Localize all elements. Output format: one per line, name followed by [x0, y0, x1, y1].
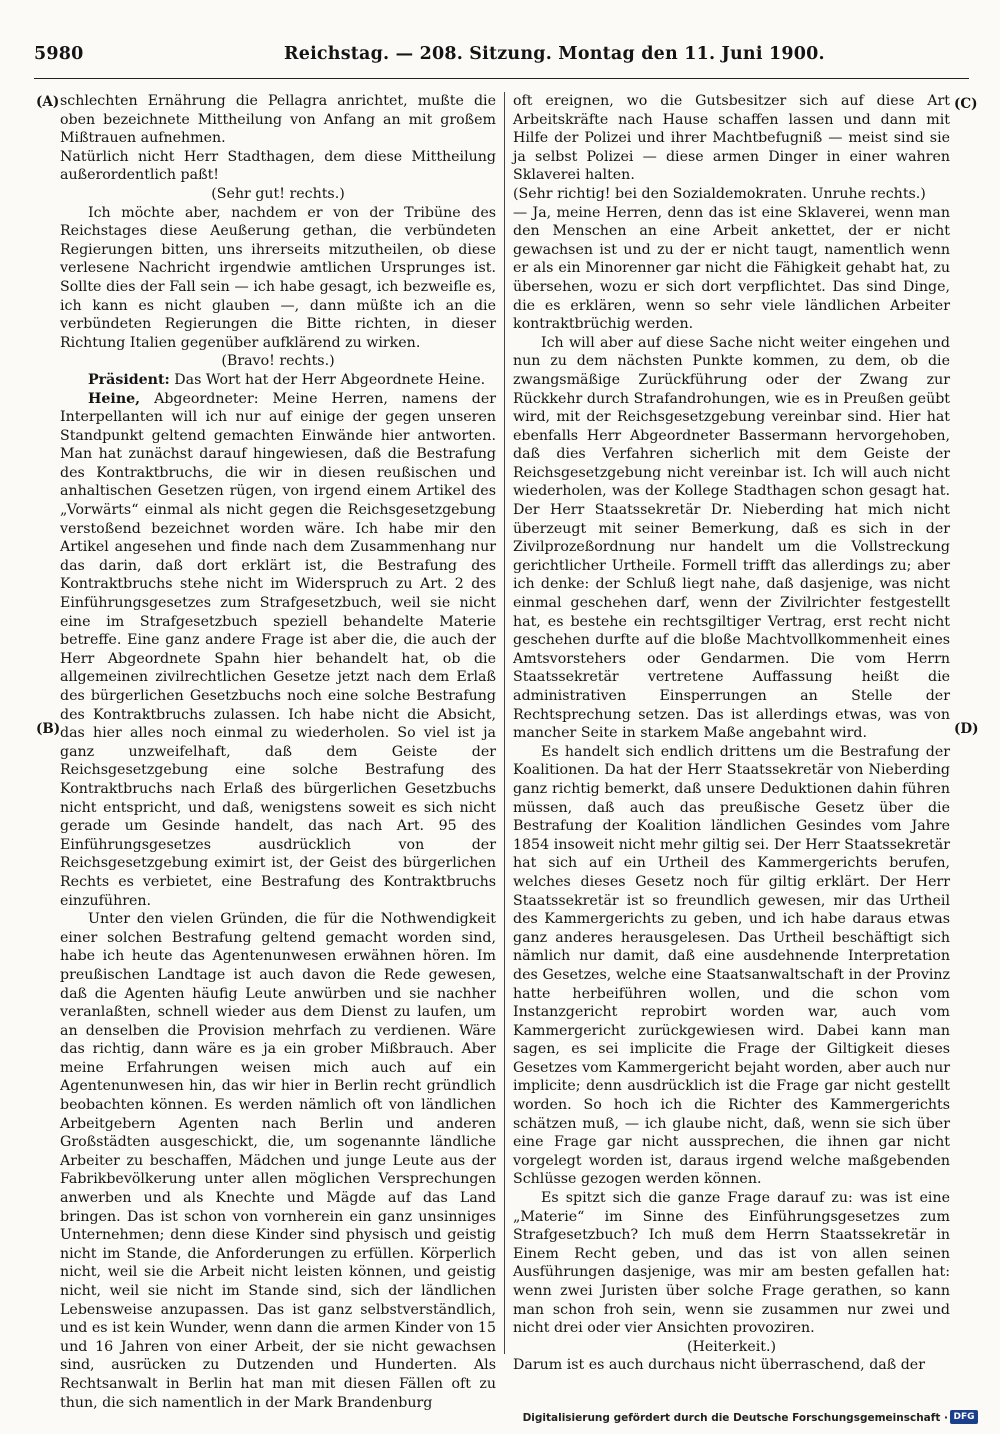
column-divider: [504, 92, 505, 1354]
paragraph: Ich möchte aber, nachdem er von der Tribüne des Reichstages diese Aeußerung gethan, die verbündeten Regierungen bitten, uns ihrerseits mitzutheilen, ob diese verlesene Nachricht irgendwie amtlichen Ursprunges ist. Sollte dies der Fall sein — ich habe gesagt, ich bezweifle es, ich kann es nicht glauben —, dann müßte ich an die verbündeten Regierungen die Bitte richten, in dieser Richtung Italien gegenüber aufklärend zu wirken.: [60, 204, 496, 351]
interjection: (Bravo! rechts.): [221, 353, 335, 370]
digitization-credit: Digitalisierung gefördert durch die Deutsche Forschungsgemeinschaft ·: [522, 1412, 948, 1424]
header-rule: [34, 78, 969, 79]
paragraph: schlechten Ernährung die Pellagra anrichtet, mußte die oben bezeichnete Mittheilung von Anfang an mit großem Mißtrauen aufnehmen.: [60, 93, 496, 147]
margin-mark-d: (D): [954, 721, 979, 737]
page-header: [34, 44, 969, 70]
interjection: (Heiterkeit.): [687, 1338, 776, 1355]
speech-text: Das Wort hat der Herr Abgeordnete Heine.: [169, 371, 486, 388]
page-number: 5980: [34, 44, 84, 64]
speaker-name: Heine,: [88, 390, 141, 407]
paragraph: Es handelt sich endlich drittens um die Bestrafung der Koalitionen. Da hat der Herr Staatssekretär von Nieberding ganz richtig bemerkt, daß unsere Deduktionen dahin führen müssen, daß auch das preußische Gesetz über die Bestrafung der Koalition ländlichen Gesindes vom Jahre 1854 insoweit nicht mehr giltig sei. Der Herr Staatssekretär hat sich auf ein Urtheil des Kammergerichts berufen, welches dieses Gesetz noch für giltig erklärt. Der Herr Staatssekretär ist so freundlich gewesen, mir das Urtheil des Kammergerichts zu geben, und ich habe daraus etwas ganz anderes herausgelesen. Das Urtheil beschäftigt sich nämlich nur damit, daß eine ausdehnende Interpretation des Gesetzes, welche eine Staatsanwaltschaft in der Provinz hatte herbeiführen wollen, und die schon vom Instanzgericht reprobirt worden war, auch vom Kammergericht zurückgewiesen wird. Dabei kann man sagen, es sei implicite die Frage der Giltigkeit dieses Gesetzes vom Kammergericht bejaht worden, aber auch nur implicite; denn ausdrücklich ist die Frage gar nicht gestellt worden. So hoch ich die Richter des Kammergerichts schätzen muß, — ich glaube nicht, daß, wenn sie sich über eine Frage gar nicht aussprechen, die ihnen gar nicht vorgelegt worden ist, daraus irgend welche maßgebenden Schlüsse gezogen werden können.: [513, 743, 950, 1188]
paragraph: Unter den vielen Gründen, die für die Nothwendigkeit einer solchen Bestrafung geltend gemacht worden sind, habe ich heute das Agentenunwesen erwähnen hören. Im preußischen Landtage ist auch davon die Rede gewesen, daß die Agenten häufig Leute anwürben und sie nachher veranlaßten, schnell wieder aus dem Dienst zu laufen, um an denselben die Provision mehrfach zu verdienen. Wäre das richtig, dann wäre es ja ein grober Mißbrauch. Aber meine Erfahrungen weisen mich auch auf ein Agentenunwesen hin, das wir hier in Berlin recht gründlich beobachten können. Es werden nämlich oft von ländlichen Arbeitgebern Agenten nach Berlin und anderen Großstädten ausgeschickt, die, um sogenannte ländliche Arbeiter zu beschaffen, Mädchen und junge Leute aus der Fabrikbevölkerung unter allen möglichen Versprechungen anwerben und als Knechte und Mägde auf das Land bringen. Das ist schon von vornherein ein ganz unsinniges Unternehmen; denn diese Kinder sind physisch und geistig nicht im Stande, die Anforderungen zu erfüllen. Körperlich nicht, weil sie die Arbeit nicht leisten können, und geistig nicht, weil sie nicht im Stande sind, sich der ländlichen Lebensweise anzupassen. Das ist ganz selbstverständlich, und es ist kein Wunder, wenn dann die armen Kinder von 15 und 16 Jahren von einer Arbeit, der sie nicht gewachsen sind, ausrücken zu Dutzenden und Hunderten. Als Rechtsanwalt in Berlin hat man mit diesen Fällen oft zu thun, die sich namentlich in der Mark Brandenburg: [60, 911, 496, 1411]
speech-paragraph: [60, 390, 496, 911]
interjection: (Sehr richtig! bei den Sozialdemokraten. Unruhe rechts.): [513, 185, 926, 202]
margin-mark-c: (C): [954, 96, 978, 112]
left-column: [60, 92, 496, 1411]
speaker-name: Präsident:: [88, 371, 170, 388]
paragraph: Es spitzt sich die ganze Frage darauf zu: was ist eine „Materie“ im Sinne des Einführungsgesetzes zum Strafgesetzbuch? Ich muß dem Herrn Staatssekretär in Einem Recht geben, und das ist von allen seinen Ausführungen dasjenige, was mir am besten gefallen hat: wenn zwei Juristen über solche Frage gerathen, so kann man schon froh sein, wenn sie zusammen nur zwei und nicht drei oder vier Ansichten provoziren.: [513, 1190, 950, 1337]
paragraph: Natürlich nicht Herr Stadthagen, dem diese Mittheilung außerordentlich paßt!: [60, 148, 496, 184]
speech-text: Abgeordneter: Meine Herren, namens der Interpellanten will ich nur auf einige der gegen unseren Standpunkt geltend gemachten Einwände hier antworten. Man hat zunächst darauf hingewiesen, daß die Bestrafung des Kontraktbruchs, die wir in diesen reußischen und anhaltischen Gesetzen rügen, von irgend einem Artikel des „Vorwärts“ einmal als nicht gegen die Reichsgesetzgebung verstoßend bezeichnet worden wäre. Ich habe mir den Artikel angesehen und finde nach dem Zusammenhang nur das darin, daß dort erklärt ist, die Bestrafung des Kontraktbruchs stehe nicht im Widerspruch zu Art. 2 des Einführungsgesetzes zum Strafgesetzbuch, weil sie nicht eine im Strafgesetzbuch speziell behandelte Materie betreffe. Eine ganz andere Frage ist aber die, die auch der Herr Abgeordnete Spahn hier behandelt hat, ob die allgemeinen zivilrechtlichen Gesetze jetzt nach dem Erlaß des bürgerlichen Gesetzbuchs noch eine solche Bestrafung des Kontraktbruchs zulassen. Ich habe nicht die Absicht, das hier alles noch einmal zu wiederholen. So viel ist ja ganz unzweifelhaft, daß dem Geiste der Reichsgesetzgebung eine solche Bestrafung des Kontraktbruchs nach Erlaß des bürgerlichen Gesetzbuchs nicht entspricht, und daß, wenigstens soweit es sich nicht gerade um Gesinde handelt, das nach Art. 95 des Einführungsgesetzes ausdrücklich von der Reichsgesetzgebung eximirt ist, der Geist des bürgerlichen Rechts es verbietet, eine Bestrafung des Kontraktbruchs einzuführen.: [60, 390, 496, 909]
paragraph: — Ja, meine Herren, denn das ist eine Sklaverei, wenn man den Menschen an eine Arbeit ankettet, der er nicht gewachsen ist und zu der er nicht taugt, namentlich wenn er als ein Minorenner gar nicht die Fähigkeit gehabt hat, zu übersehen, wozu er sich dort verpflichtet. Das sind Dinge, die es erklären, wenn so sehr viele ländlichen Arbeiter kontraktbrüchig werden.: [513, 204, 950, 333]
interjection: (Sehr gut! rechts.): [211, 185, 345, 202]
speech-paragraph: [60, 371, 496, 390]
paragraph: oft ereignen, wo die Gutsbesitzer sich auf diese Art Arbeitskräfte nach Hause schaffen lassen und dann mit Hilfe der Polizei und ihrer Machtbefugniß — meist sind sie ja selbst Polizei — diese armen Dinger in einer wahren Sklaverei halten.: [513, 93, 950, 184]
running-title: Reichstag. — 208. Sitzung. Montag den 11. Juni 1900.: [284, 44, 825, 64]
margin-mark-a: (A): [36, 94, 60, 110]
dfg-logo: DFG: [950, 1410, 978, 1424]
paragraph: Ich will aber auf diese Sache nicht weiter eingehen und nun zu dem nächsten Punkte kommen, zu dem, ob die zwangsmäßige Zurückführung oder der Zwang zur Rückkehr durch Strafandrohungen, wie es in Preußen geübt wird, mit der Reichsgesetzgebung vereinbar sind. Hier hat ebenfalls Herr Abgeordneter Bassermann hervorgehoben, daß dies Verfahren sicherlich mit dem Geiste der Reichsgesetzgebung nicht vereinbar ist. Ich will auch nicht wiederholen, was der Kollege Stadthagen schon gesagt hat. Der Herr Staatssekretär Dr. Nieberding hat mich nicht überzeugt mit seiner Bemerkung, daß es sich in der Zivilprozeßordnung nur handelt um die Vollstreckung gerichtlicher Urtheile. Formell trifft das allerdings zu; aber ich denke: der Schluß liegt nahe, daß dasjenige, was nicht einmal geschehen darf, wenn der Zivilrichter festgestellt hat, es bestehe ein rechtsgiltiger Vertrag, erst recht nicht geschehen durfte auf die bloße Machtvollkommenheit eines Amtsvorstehers oder Gendarmen. Die vom Herrn Staatssekretär vertretene Auffassung heißt die administrativen Einsperrungen an Stelle der Rechtsprechung setzen. Das ist allerdings etwas, was von mancher Seite in starkem Maße angebahnt wird.: [513, 334, 950, 742]
paragraph: Darum ist es auch durchaus nicht überraschend, daß der: [513, 1357, 925, 1374]
margin-mark-b: (B): [36, 721, 61, 737]
right-column: [513, 92, 950, 1374]
